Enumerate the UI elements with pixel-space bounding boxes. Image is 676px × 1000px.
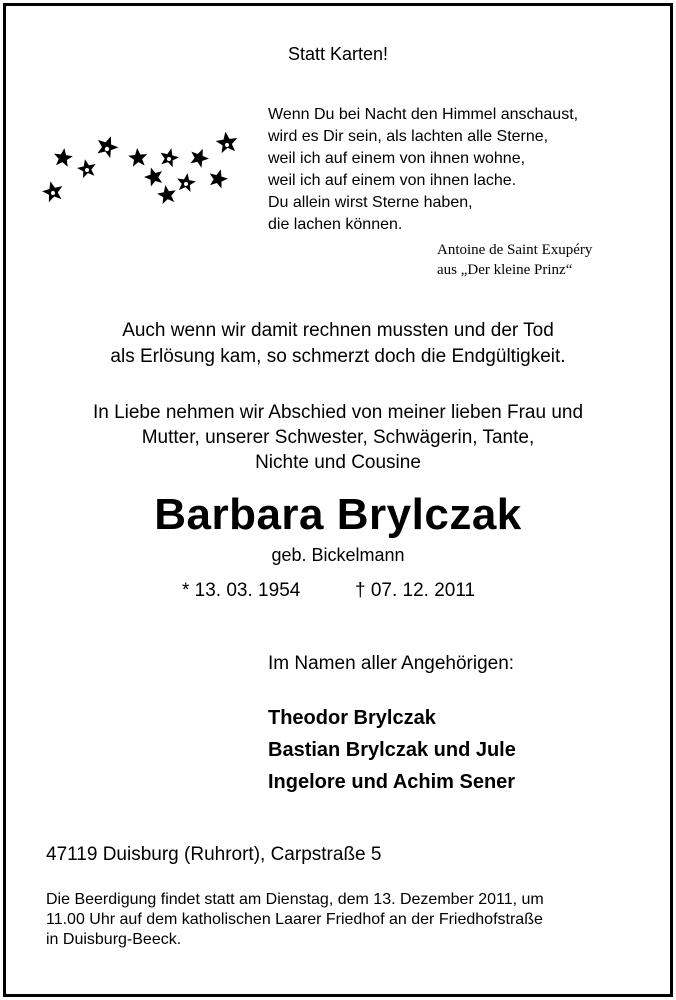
intro-line: als Erlösung kam, so schmerzt doch die Endgültigkeit.: [110, 346, 566, 367]
funeral-line: Die Beerdigung findet statt am Dienstag, dem 13. Dezember 2011, um: [46, 891, 544, 908]
poem-line: Wenn Du bei Nacht den Himmel anschaust,: [268, 106, 579, 123]
intro-text: [0, 318, 676, 370]
intro-line: Auch wenn wir damit rechnen mussten und der Tod: [122, 320, 554, 341]
stars-illustration: [36, 125, 246, 215]
star-icon: [40, 179, 65, 203]
poem-attribution: [437, 240, 592, 280]
birth-date: * 13. 03. 1954: [182, 580, 301, 601]
poem-line: weil ich auf einem von ihnen lache.: [268, 172, 517, 189]
star-icon: [94, 132, 122, 159]
attribution-source: aus „Der kleine Prinz“: [437, 262, 573, 278]
attribution-author: Antoine de Saint Exupéry: [437, 242, 593, 258]
maiden-name: geb. Bickelmann: [271, 545, 405, 565]
poem-line: wird es Dir sein, als lachten alle Sterne,: [268, 128, 549, 145]
mourners-label: Im Namen aller Angehörigen:: [268, 653, 515, 674]
poem-line: Du allein wirst Sterne haben,: [268, 194, 473, 211]
star-icon: [207, 167, 230, 190]
farewell-line: Nichte und Cousine: [255, 452, 421, 473]
header-text: Statt Karten!: [287, 44, 389, 64]
address: 47119 Duisburg (Ruhrort), Carpstraße 5: [46, 844, 382, 865]
mourners-list: [268, 702, 516, 798]
mourner-name: Ingelore und Achim Sener: [268, 771, 516, 793]
mourner-name: Bastian Brylczak und Jule: [268, 739, 516, 761]
death-date: † 07. 12. 2011: [355, 580, 476, 601]
farewell-line: In Liebe nehmen wir Abschied von meiner lieben Frau und: [92, 402, 584, 423]
mourner-name: Theodor Brylczak: [268, 707, 436, 729]
funeral-notice: [46, 890, 656, 950]
poem: [268, 104, 578, 236]
star-icon: [156, 184, 178, 205]
star-icon: [187, 145, 211, 169]
poem-line: die lachen können.: [268, 216, 403, 233]
funeral-line: in Duisburg-Beeck.: [46, 931, 182, 948]
farewell-line: Mutter, unserer Schwester, Schwägerin, Tante,: [141, 427, 535, 448]
poem-line: weil ich auf einem von ihnen wohne,: [268, 150, 526, 167]
deceased-name: Barbara Brylczak: [154, 490, 522, 539]
star-icon: [128, 147, 149, 167]
funeral-line: 11.00 Uhr auf dem katholischen Laarer Friedhof an der Friedhofstraße: [46, 911, 543, 928]
star-icon: [142, 165, 166, 188]
star-icon: [215, 130, 240, 154]
farewell-text: [0, 400, 676, 475]
star-icon: [52, 147, 73, 168]
